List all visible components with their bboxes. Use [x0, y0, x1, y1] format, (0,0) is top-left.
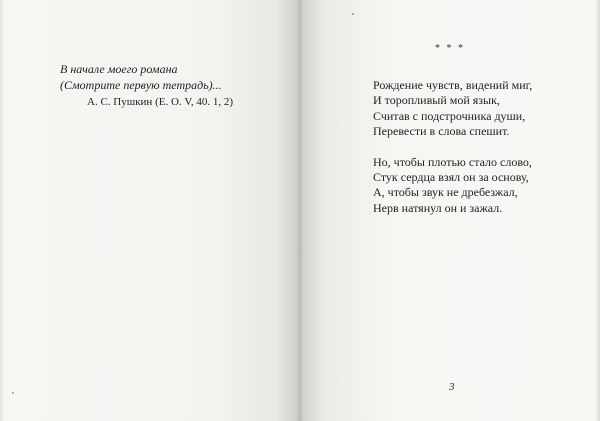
epigraph [60, 61, 290, 110]
poem [373, 78, 583, 231]
paper-speck [352, 13, 354, 15]
poem-line: Рождение чувств, видений миг, [373, 78, 533, 92]
left-page-edge [0, 0, 4, 421]
epigraph-attribution: А. С. Пушкин (Е. О. V, 40. 1, 2) [87, 96, 234, 108]
poem-line: Нерв натянул он и зажал. [373, 200, 503, 215]
poem-line: Перевести в слова спешит. [373, 124, 510, 139]
page-number: 3 [449, 381, 455, 393]
poem-line: И торопливый мой язык, [373, 93, 500, 108]
poem-line: А, чтобы звук не дребезжал, [373, 185, 518, 200]
poem-line: Стук сердца взял он за основу, [373, 170, 529, 185]
poem-stanza-2 [373, 155, 583, 217]
epigraph-line: (Смотрите первую тетрадь)... [60, 78, 222, 92]
paper-speck [12, 392, 14, 394]
poem-line: Считав с подстрочника души, [373, 108, 526, 123]
right-page-edge [595, 0, 600, 421]
book-gutter [296, 0, 304, 421]
poem-stanza-1 [373, 78, 583, 140]
poem-line: Но, чтобы плотью стало слово, [373, 154, 532, 169]
section-ornament: * * * [435, 43, 465, 54]
epigraph-line: В начале моего романа [60, 62, 178, 76]
